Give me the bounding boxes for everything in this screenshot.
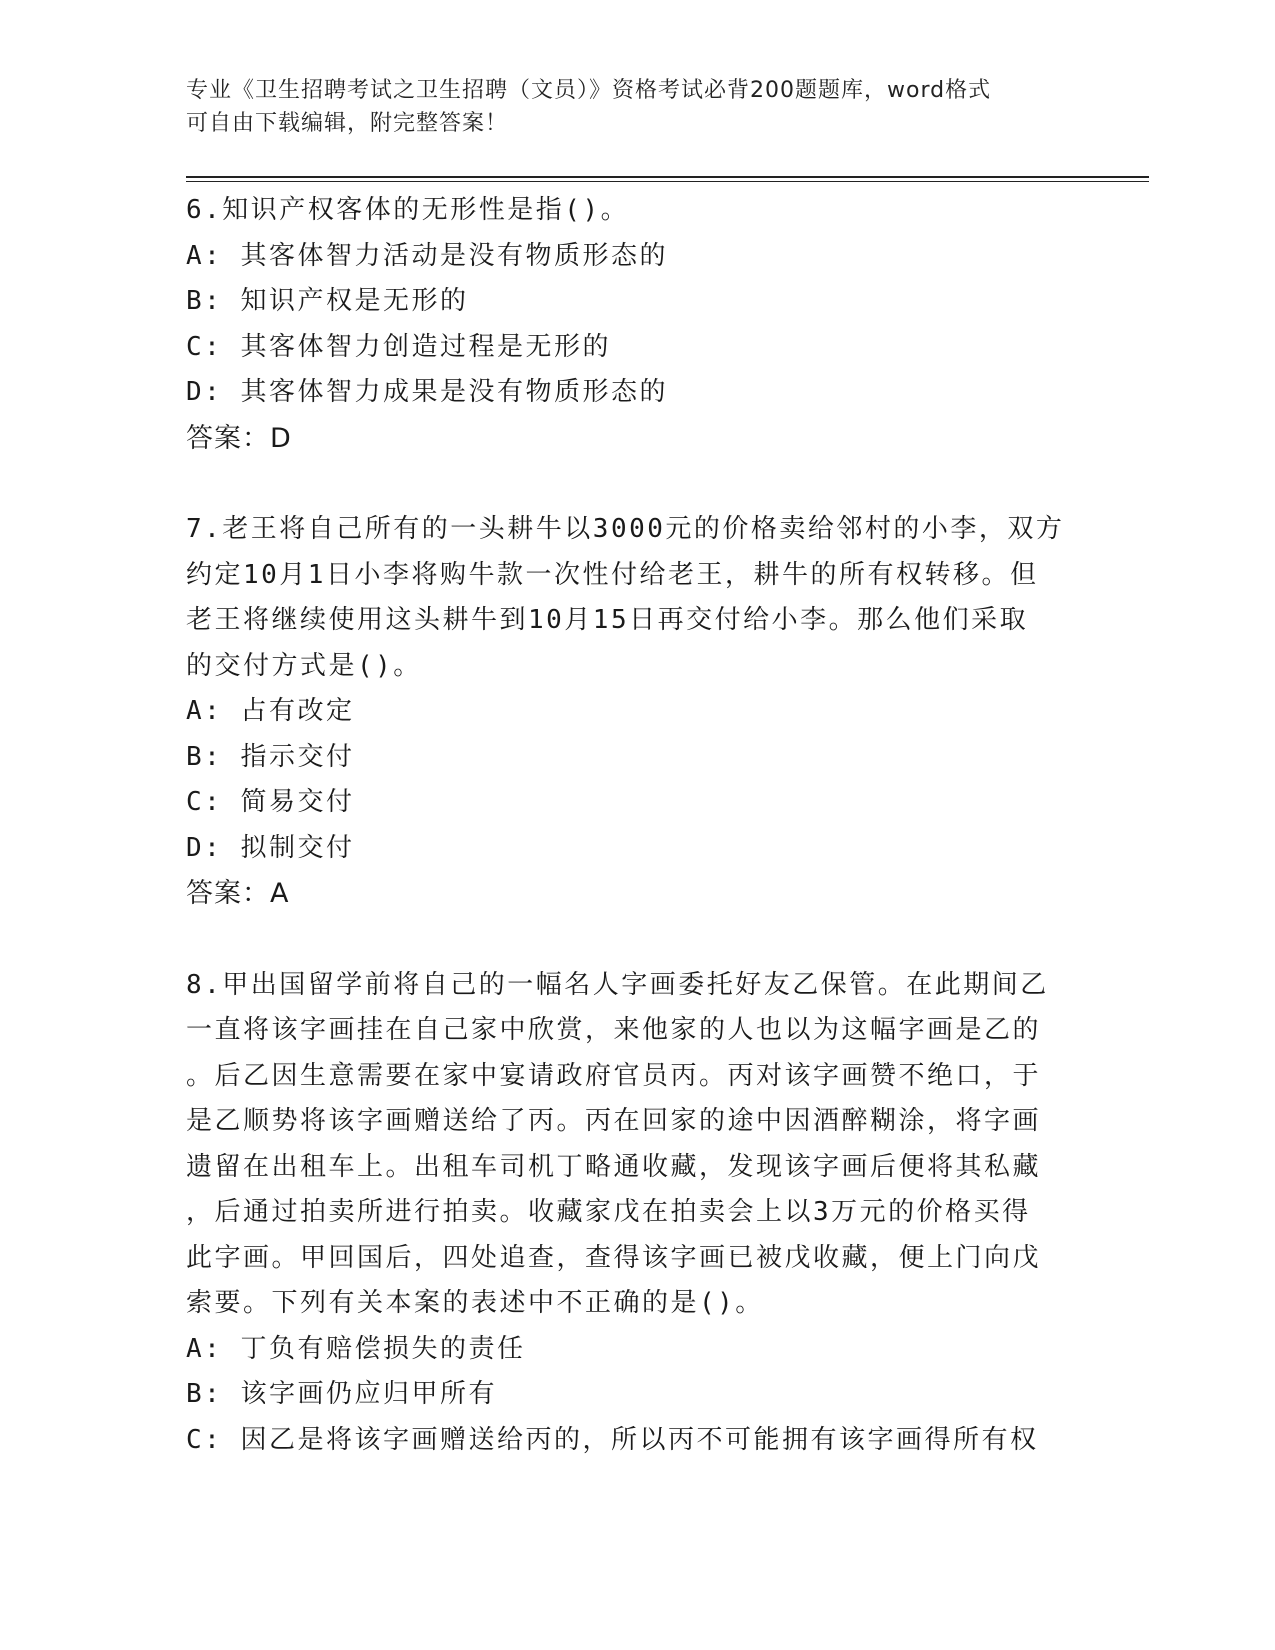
option-b: B: 知识产权是无形的 — [186, 286, 469, 316]
header-line-1: 专业《卫生招聘考试之卫生招聘（文员）》资格考试必背200题题库，word格式 — [186, 78, 992, 103]
option-a: A: 占有改定 — [186, 696, 355, 726]
question-stem: 一直将该字画挂在自己家中欣赏，来他家的人也以为这幅字画是乙的 — [186, 1015, 1042, 1045]
question-stem: 索要。下列有关本案的表述中不正确的是()。 — [186, 1288, 764, 1318]
option-c: C: 简易交付 — [186, 787, 355, 817]
option-d: D: 其客体智力成果是没有物质形态的 — [186, 377, 668, 407]
answer-label: 答案：A — [186, 878, 290, 909]
header-divider-thick — [186, 176, 1149, 178]
question-6 — [186, 188, 1076, 461]
question-8 — [186, 963, 1076, 1464]
question-stem: 的交付方式是()。 — [186, 650, 422, 681]
question-stem: 8.甲出国留学前将自己的一幅名人字画委托好友乙保管。在此期间乙 — [186, 969, 1049, 1000]
option-c: C: 因乙是将该字画赠送给丙的，所以丙不可能拥有该字画得所有权 — [186, 1424, 1039, 1455]
question-list — [186, 188, 1076, 1463]
option-a: A: 其客体智力活动是没有物质形态的 — [186, 240, 668, 271]
option-b: B: 指示交付 — [186, 741, 355, 772]
header-divider-thin — [186, 181, 1149, 182]
question-stem: 7.老王将自己所有的一头耕牛以3000元的价格卖给邻村的小李，双方 — [186, 514, 1065, 544]
option-c: C: 其客体智力创造过程是无形的 — [186, 331, 611, 362]
option-b: B: 该字画仍应归甲所有 — [186, 1379, 497, 1409]
spacer — [186, 461, 1076, 507]
question-stem: 。后乙因生意需要在家中宴请政府官员丙。丙对该字画赞不绝口，于 — [186, 1060, 1042, 1091]
spacer — [186, 917, 1076, 963]
question-stem: 是乙顺势将该字画赠送给了丙。丙在回家的途中因酒醉糊涂，将字画 — [186, 1106, 1042, 1136]
option-d: D: 拟制交付 — [186, 832, 355, 863]
question-stem: ，后通过拍卖所进行拍卖。收藏家戊在拍卖会上以3万元的价格买得 — [186, 1197, 1031, 1227]
answer-label: 答案：D — [186, 422, 292, 454]
question-stem: 约定10月1日小李将购牛款一次性付给老王，耕牛的所有权转移。但 — [186, 559, 1039, 590]
question-stem: 遗留在出租车上。出租车司机丁略通收藏，发现该字画后便将其私藏 — [186, 1151, 1042, 1182]
question-stem: 6.知识产权客体的无形性是指()。 — [186, 195, 630, 225]
option-a: A: 丁负有赔偿损失的责任 — [186, 1333, 526, 1364]
question-stem: 此字画。甲回国后，四处追查，查得该字画已被戊收藏，便上门向戊 — [186, 1242, 1042, 1273]
question-7 — [186, 507, 1076, 917]
question-stem: 老王将继续使用这头耕牛到10月15日再交付给小李。那么他们采取 — [186, 605, 1029, 635]
document-header — [186, 74, 1066, 140]
header-line-2: 可自由下载编辑，附完整答案！ — [186, 111, 509, 136]
